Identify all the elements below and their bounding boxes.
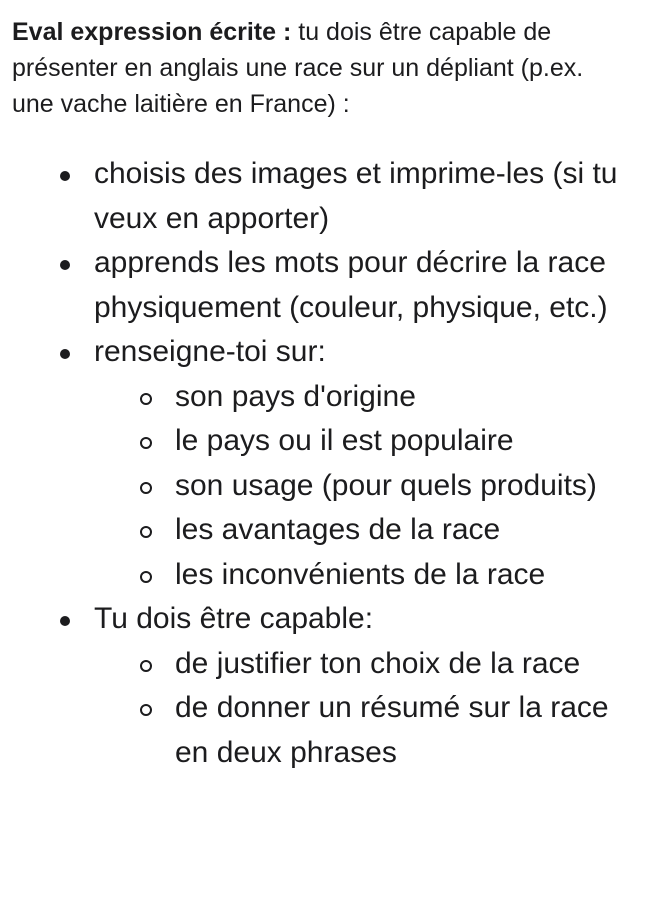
sub-list-item bbox=[175, 642, 631, 687]
sub-list-item-text: de donner un résumé sur la race en deux phrases bbox=[175, 691, 609, 769]
sub-list-item bbox=[175, 553, 631, 598]
intro-paragraph bbox=[12, 14, 631, 122]
list-item bbox=[94, 597, 631, 775]
circle-bullet-icon bbox=[140, 660, 152, 672]
intro-text: tu dois être capable de présenter en anglais une race sur un dépliant (p.ex. une vache laitière en France) : bbox=[12, 18, 584, 118]
sub-list-capabilities bbox=[94, 642, 631, 776]
list-item-text: apprends les mots pour décrire la race physiquement (couleur, physique, etc.) bbox=[94, 246, 608, 324]
circle-bullet-icon bbox=[140, 571, 152, 583]
circle-bullet-icon bbox=[140, 704, 152, 716]
sub-list-item bbox=[175, 464, 631, 509]
bullet-icon bbox=[60, 260, 70, 270]
list-item-text: renseigne-toi sur: bbox=[94, 335, 326, 368]
list-item bbox=[94, 241, 631, 330]
bullet-icon bbox=[60, 616, 70, 626]
sub-list-item bbox=[175, 686, 631, 775]
sub-list-item bbox=[175, 375, 631, 420]
sub-list-item-text: son pays d'origine bbox=[175, 379, 416, 413]
sub-list-item-text: de justifier ton choix de la race bbox=[175, 646, 581, 680]
sub-list-item bbox=[175, 508, 631, 553]
bullet-icon bbox=[60, 171, 70, 181]
sub-list-item-text: les inconvénients de la race bbox=[175, 557, 546, 591]
sub-list-item-text: son usage (pour quels produits) bbox=[175, 468, 597, 502]
list-item bbox=[94, 330, 631, 597]
circle-bullet-icon bbox=[140, 393, 152, 405]
list-item-text: choisis des images et imprime-les (si tu veux en apporter) bbox=[94, 157, 618, 235]
intro-heading: Eval expression écrite : bbox=[12, 18, 292, 46]
instruction-list bbox=[12, 152, 631, 775]
list-item bbox=[94, 152, 631, 241]
circle-bullet-icon bbox=[140, 482, 152, 494]
sub-list-item-text: les avantages de la race bbox=[175, 513, 501, 546]
sub-list-research bbox=[94, 375, 631, 598]
bullet-icon bbox=[60, 349, 70, 359]
sub-list-item bbox=[175, 419, 631, 464]
circle-bullet-icon bbox=[140, 526, 152, 538]
circle-bullet-icon bbox=[140, 437, 152, 449]
sub-list-item-text: le pays ou il est populaire bbox=[175, 424, 514, 457]
list-item-text: Tu dois être capable: bbox=[94, 602, 374, 635]
